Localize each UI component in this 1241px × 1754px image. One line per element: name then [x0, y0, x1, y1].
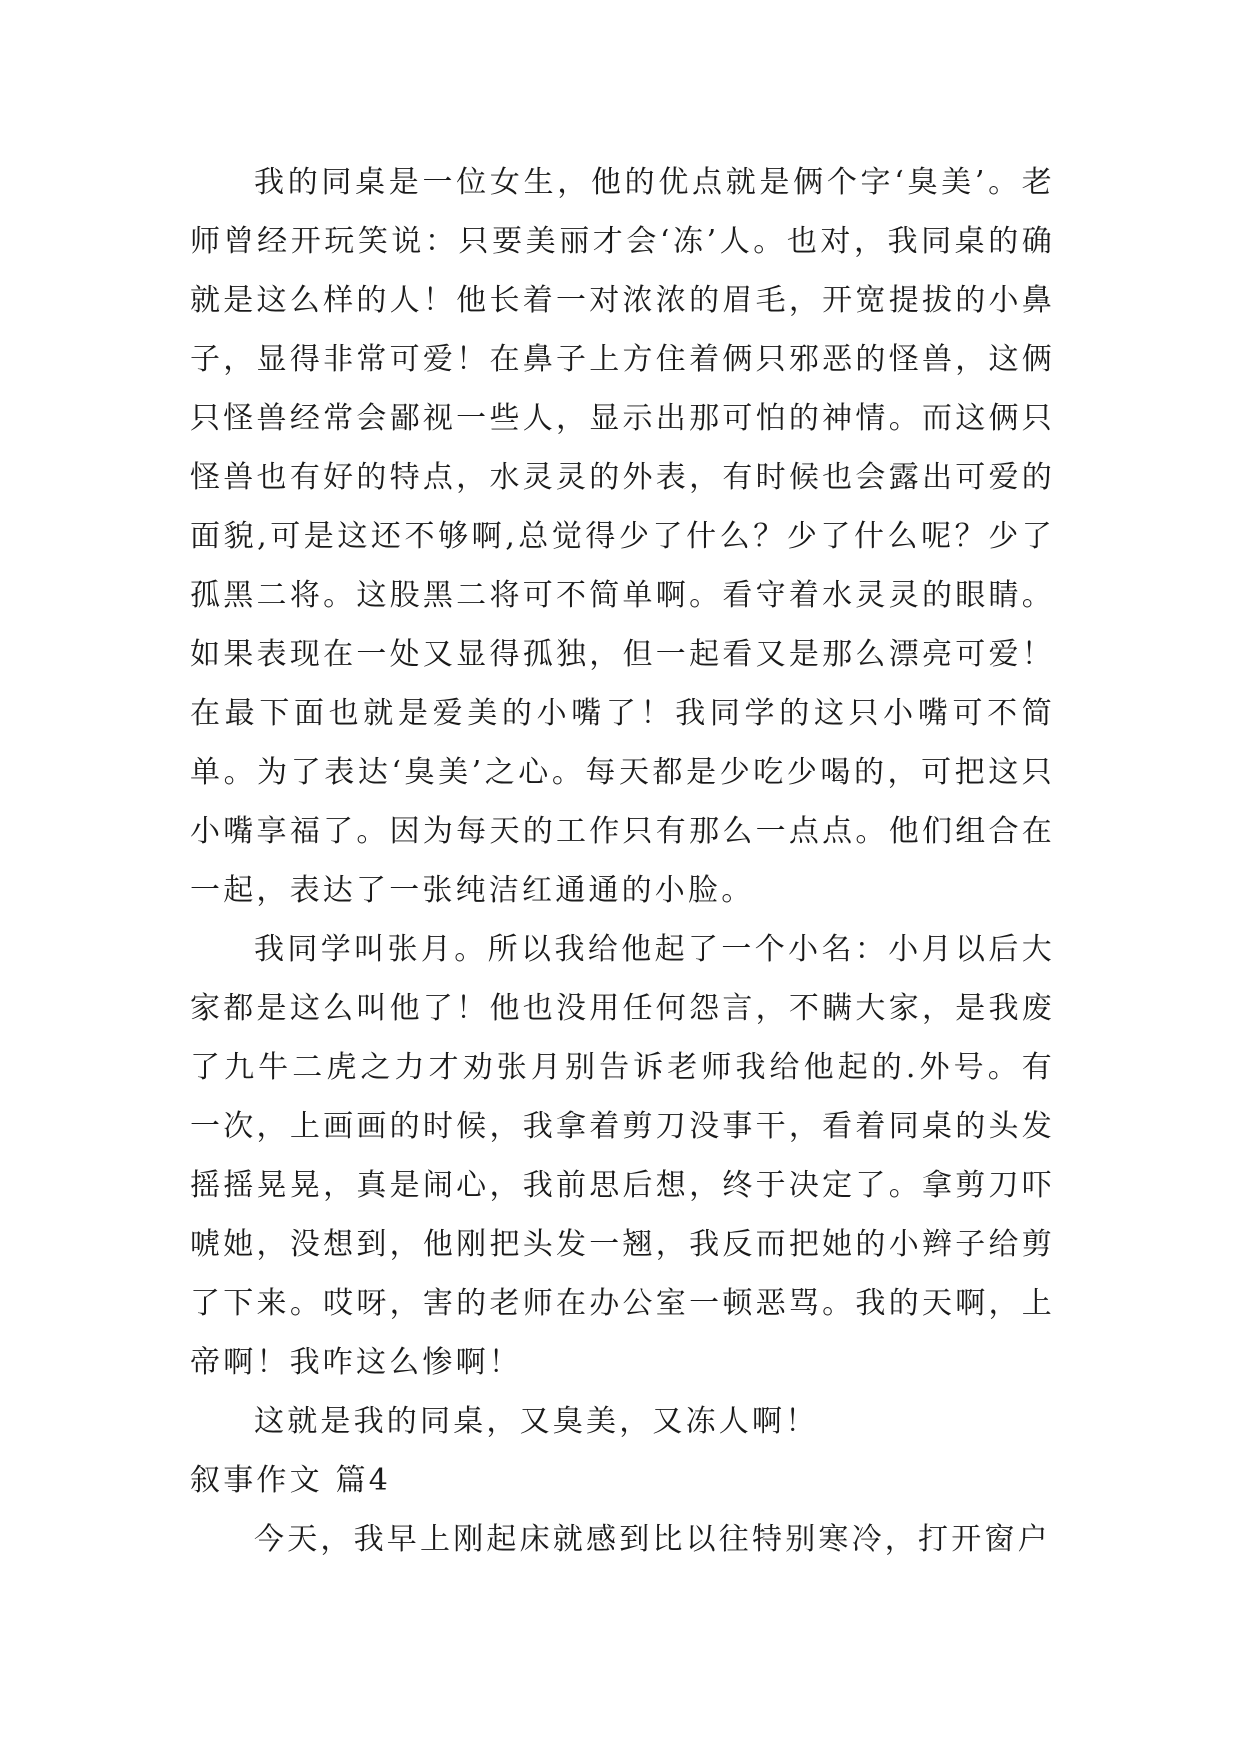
paragraph-next-essay-start: 今天，我早上刚起床就感到比以往特别寒冷，打开窗户: [254, 1522, 1051, 1557]
document-body: [190, 153, 1055, 1569]
paragraph-nickname-story: 我同学叫张月。所以我给他起了一个小名：小月以后大家都是这么叫他了！他也没用任何怨言，不瞒大家，是我废了九牛二虎之力才劝张月别告诉老师我给他起的.外号。有一次，上画画的时候，我拿着剪刀没事干，看着同桌的头发摇摇晃晃，真是闹心，我前思后想，终于决定了。拿剪刀吓唬她，没想到，他刚把头发一翘，我反而把她的小辫子给剪了下来。哎呀，害的老师在办公室一顿恶骂。我的天啊，上帝啊！我咋这么惨啊！: [190, 932, 1055, 1380]
paragraph-conclusion: 这就是我的同桌，又臭美，又冻人啊！: [254, 1404, 819, 1439]
paragraph-desk-mate-description: 我的同桌是一位女生，他的优点就是俩个字‘臭美’。老师曾经开玩笑说：只要美丽才会‘冻’人。也对，我同桌的确就是这么样的人！他长着一对浓浓的眉毛，开宽提拔的小鼻子，显得非常可爱！在鼻子上方住着俩只邪恶的怪兽，这俩只怪兽经常会鄙视一些人，显示出那可怕的神情。而这俩只怪兽也有好的特点，水灵灵的外表，有时候也会露出可爱的面貌,可是这还不够啊,总觉得少了什么？少了什么呢？少了孤黑二将。这股黑二将可不简单啊。看守着水灵灵的眼睛。如果表现在一处又显得孤独，但一起看又是那么漂亮可爱！在最下面也就是爱美的小嘴了！我同学的这只小嘴可不简单。为了表达‘臭美’之心。每天都是少吃少喝的，可把这只小嘴享福了。因为每天的工作只有那么一点点。他们组合在一起，表达了一张纯洁红通通的小脸。: [190, 165, 1055, 908]
section-heading: 叙事作文 篇4: [190, 1463, 392, 1498]
